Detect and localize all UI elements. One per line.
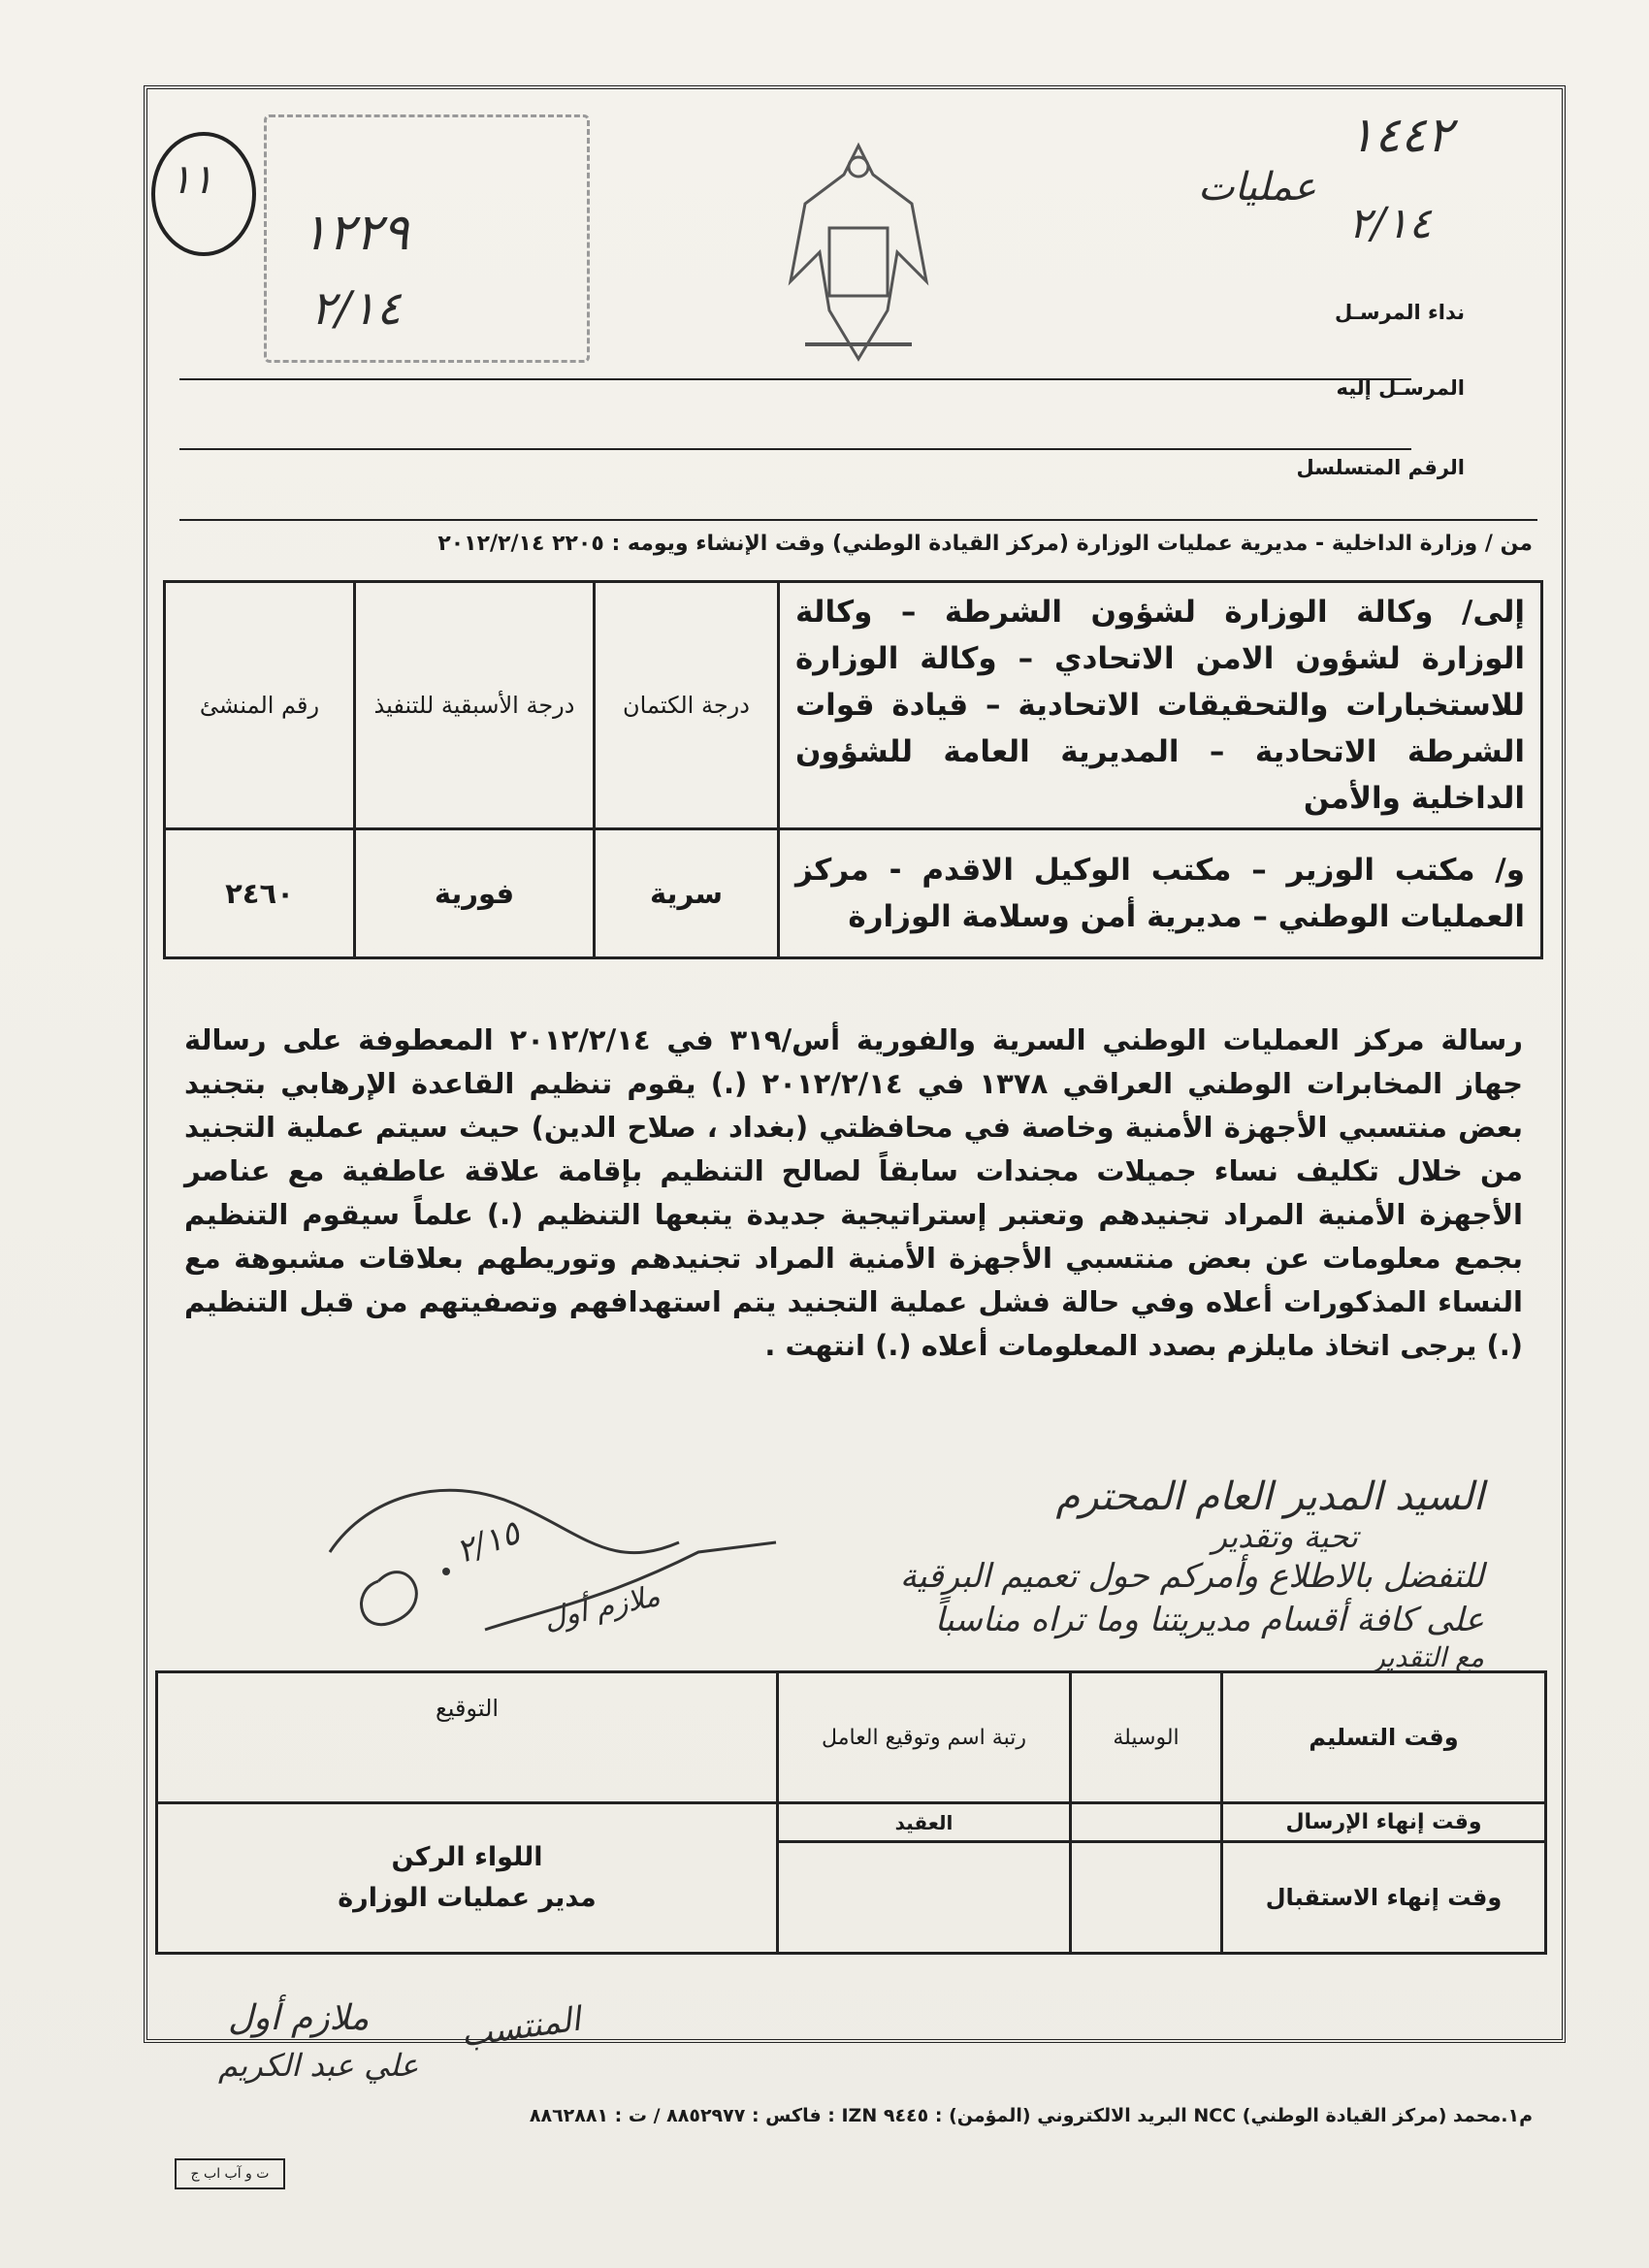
sender-call-label: نداء المرسـل: [1334, 301, 1465, 324]
signature-header: التوقيع: [157, 1672, 778, 1803]
delivery-table: [155, 1670, 1547, 1955]
receive-end-label: وقت إنهاء الاستقبال: [1222, 1842, 1546, 1954]
cc-addressees: و/ مكتب الوزير – مكتب الوكيل الاقدم - مركز العمليات الوطني – مديرية أمن وسلامة الوزارة: [779, 829, 1542, 958]
send-end-label: وقت إنهاء الإرسال: [1222, 1803, 1546, 1842]
addressee-label: المرسـل إليه: [1336, 376, 1465, 400]
secrecy-value: سرية: [595, 829, 779, 958]
annotation-line-2: تحية وتقدير: [1212, 1518, 1358, 1555]
bottom-note-3: علي عبد الكريم: [218, 2047, 419, 2084]
secrecy-header: درجة الكتمان: [595, 582, 779, 829]
signer-cell: [157, 1803, 778, 1954]
priority-header: درجة الأسبقية للتنفيذ: [355, 582, 595, 829]
signature-scribble: [291, 1436, 795, 1659]
rank-value: العقيد: [778, 1803, 1071, 1842]
signer-role: مدير عمليات الوزارة: [338, 1883, 597, 1913]
annotation-line-5: مع التقدير: [1372, 1641, 1484, 1673]
circle-mark-text: ١١: [170, 155, 214, 203]
means-header: الوسيلة: [1071, 1672, 1222, 1803]
stamp-right-number: ١٤٤٢: [1348, 107, 1453, 163]
worker-value: [778, 1842, 1071, 1954]
bottom-note-2: المنتسب: [458, 1999, 583, 2056]
annotation-line-3: للتفضل بالاطلاع وأمركم حول تعميم البرقية: [899, 1557, 1484, 1596]
stamp-left-date: ٢/١٤: [310, 281, 402, 336]
from-top-line: [179, 519, 1537, 521]
annotation-signer: ملازم أول: [540, 1578, 663, 1637]
stamp-right-date: ٢/١٤: [1348, 199, 1432, 248]
origin-number-value: ٢٤٦٠: [165, 829, 355, 958]
stamp-left-number: ١٢٢٩: [301, 204, 409, 262]
priority-value: فورية: [355, 829, 595, 958]
delivery-time-label: وقت التسليم: [1222, 1672, 1546, 1803]
from-line: من / وزارة الداخلية - مديرية عمليات الوزارة (مركز القيادة الوطني) وقت الإنشاء ويومه : ٢٢٠٥ ٢٠١٢/٢/١٤: [437, 532, 1533, 556]
stamp-right-label: عمليات: [1198, 165, 1317, 210]
routing-table: [163, 580, 1543, 959]
serial-line: [179, 448, 1411, 450]
annotation-line-4: على كافة أقسام مديريتنا وما تراه مناسباً: [934, 1601, 1484, 1639]
serial-label: الرقم المتسلسل: [1296, 456, 1465, 479]
annotation-left-note: ٢/١٥: [451, 1512, 526, 1572]
signer-title: اللواء الركن: [391, 1842, 543, 1872]
message-body: رسالة مركز العمليات الوطني السرية والفورية أس/٣١٩ في ٢٠١٢/٢/١٤ المعطوفة على رسالة جهاز المخابرات الوطني العراقي ١٣٧٨ في ٢٠١٢/٢/١٤ (.) يقوم تنظيم القاعدة الإرهابي بتجنيد بعض منتسبي الأجهزة الأمنية وخاصة في محافظتي (بغداد ، صلاح الدين) حيث سيتم عملية التجنيد من خلال تكليف نساء جميلات مجندات سابقاً لصالح التنظيم بإقامة علاقة عاطفية مع عناصر الأجهزة الأمنية المراد تجنيدهم وتعتبر إستراتيجية جديدة يتبعها التنظيم (.) علماً سيقوم التنظيم بجمع معلومات عن بعض منتسبي الأجهزة الأمنية المراد تجنيدهم وتوريطهم بعلاقات مشبوهة مع النساء المذكورات أعلاه وفي حالة فشل عملية التجنيد يتم استهدافهم وتصفيتهم من قبل التنظيم (.) يرجى اتخاذ مايلزم بصدد المعلومات أعلاه (.) انتهت .: [184, 1023, 1523, 1362]
footer-line: م١.محمد (مركز القيادة الوطني) NCC البريد الالكتروني (المؤمن) : ٩٤٤٥ IZN : فاكس : ٨٨٥٢٩٧٧ / ت : ٨٨٦٢٨٨١: [529, 2105, 1533, 2126]
addressee-line: [179, 378, 1411, 380]
bottom-note-1: ملازم أول: [228, 1998, 370, 2038]
footer-code-box: ت و آب اب ج: [175, 2158, 285, 2189]
means-value: [1071, 1803, 1222, 1842]
means-value-2: [1071, 1842, 1222, 1954]
iraq-emblem-icon: [776, 136, 941, 369]
annotation-line-1: السيد المدير العام المحترم: [1055, 1474, 1484, 1519]
to-addressees: إلى/ وكالة الوزارة لشؤون الشرطة – وكالة الوزارة لشؤون الامن الاتحادي – وكالة الوزارة للاستخبارات والتحقيقات الاتحادية – قيادة قوات الشرطة الاتحادية – المديرية العامة للشؤون الداخلية والأمن: [779, 582, 1542, 829]
origin-number-header: رقم المنشئ: [165, 582, 355, 829]
worker-header: رتبة اسم وتوقيع العامل: [778, 1672, 1071, 1803]
